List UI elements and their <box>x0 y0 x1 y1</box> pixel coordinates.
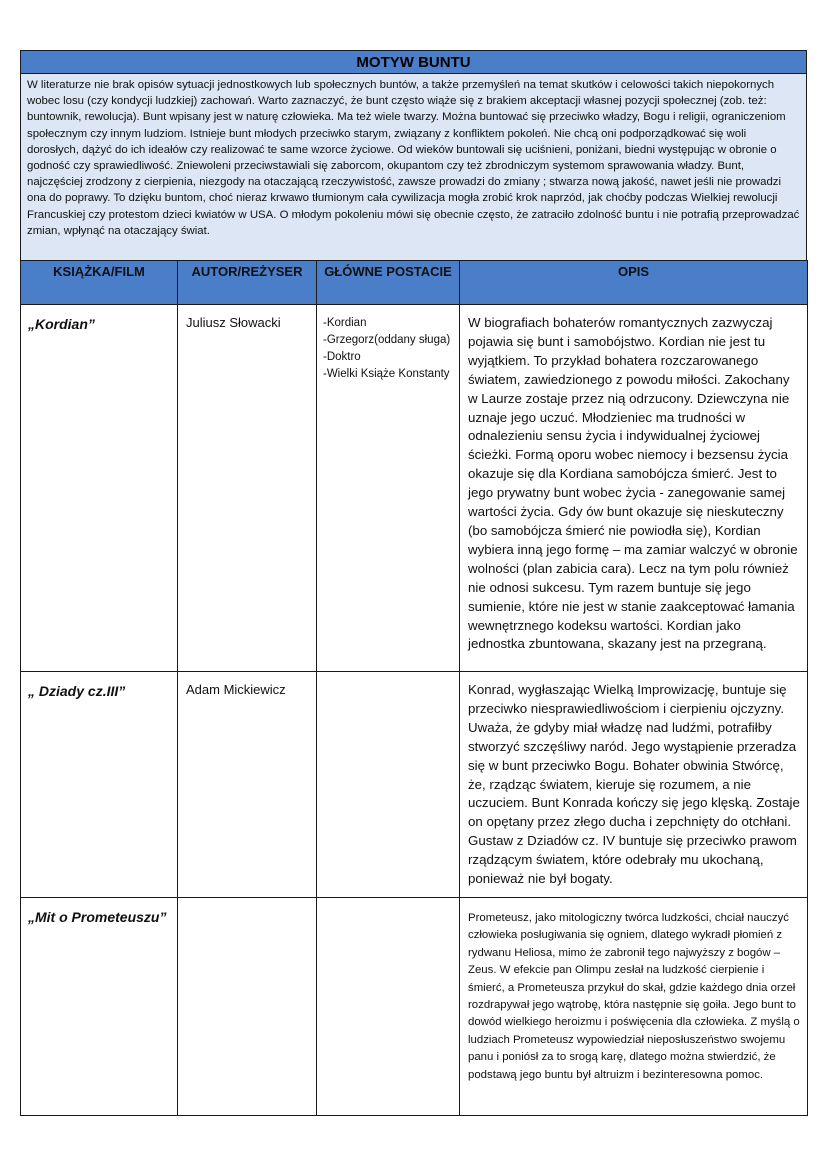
work-description: W biografiach bohaterów romantycznych zazwyczaj pojawia się bunt i samobójstwo. Kordian nie jest tu wyjątkiem. To przykład bohatera rozczarowanego światem, zawiedzionego z powodu miłości. Zakochany w Laurze zostaje przez nią odrzucony. Dziewczyna nie uznaje jego uczuć. Młodzieniec ma trudności w odnalezieniu sensu życia i indywidualnej życiowej ścieżki. Formą oporu wobec niemocy i bezsensu życia okazuje się dla Kordiana samobójcza śmierć. Jest to jego prywatny bunt wobec życia - zanegowanie samej wartości życia. Gdy ów bunt okazuje się nieskuteczny (bo samobójcza śmierć nie powiodła się), Kordian wybiera inną jego formę – ma zamiar walczyć w obronie wolności (plan zabicia cara). Lecz na tym polu również nie odnosi sukcesu. Tym razem buntuje się jego sumienie, które nie jest w stanie zaakceptować łamania wewnętrznego kodeksu wartości. Kordian jako jednostka zbuntowana, skazany jest na przegraną. <box>460 305 808 672</box>
intro-paragraph: W literaturze nie brak opisów sytuacji jednostkowych lub społecznych buntów, a także przemyśleń na temat skutków i celowości takich niepokornych wobec losu (czy kondycji ludzkiej) zachowań. Warto zaznaczyć, że bunt często wiąże się z brakiem akceptacji własnej pozycji społecznej (zob. też: buntownik, rewolucja). Bunt wpisany jest w naturę człowieka. Ma też wiele twarzy. Można buntować się przeciwko władzy, Bogu i religii, ograniczeniom społecznym czy innym ludziom. Istnieje bunt młodych przeciwko starym, związany z konfliktem pokoleń. Nie chcą oni podporządkować się woli dorosłych, dążyć do ich ideałów czy realizować te same wzorce życiowe. Od wieków buntowali się uciśnieni, poniżani, biedni występując w obronie o godność czy sprawiedliwość. Zniewoleni przeciwstawiali się zaborcom, okupantom czy też zbrodniczym systemom sprawowania władzy. Bunt, najczęściej zrodzony z cierpienia, niezgody na otaczającą rzeczywistość, zawsze prowadzi do zmiany ; stwarza nową jakość, nawet jeśli nie prowadzi ona do poprawy. To dzięku buntom, choć nieraz krwawo tłumionym cała cywilizacja mogła zrobić krok naprzód, jak choćby podczas Wielkiej rewolucji Francuskiej czy protestom dzieci kwiatów w USA. O młodym pokoleniu mówi się obecnie często, że zatraciło zdolność buntu i nie potrafią przeprowadzać zmian, wpłynąć na otaczający świat. <box>20 74 807 260</box>
work-description: Konrad, wygłaszając Wielką Improwizację, buntuje się przeciwko niesprawiedliwościom i cierpieniu ojczyzny. Uważa, że gdyby miał władzę nad ludźmi, potrafiłby stworzyć szczęśliwy naród. Jego wystąpienie przeradza się w bunt przeciwko Bogu. Bohater obwinia Stwórcę, że, rządząc światem, kieruje się rozumem, a nie uczuciem. Bunt Konrada kończy się jego klęską. Zostaje on opętany przez złego ducha i zepchnięty do otchłani. Gustaw z Dziadów cz. IV buntuje się przeciwko prawom rządzącym światem, które odebrały mu ukochaną, ponieważ nie był bogaty. <box>460 672 808 898</box>
character-item: -Doktro <box>323 351 361 363</box>
work-characters <box>317 305 460 672</box>
character-item: -Wielki Książe Konstanty <box>323 368 450 380</box>
header-author-director: AUTOR/REŻYSER <box>178 261 317 305</box>
work-title: „Kordian” <box>21 305 178 672</box>
table-row-kordian <box>21 305 808 672</box>
work-characters <box>317 672 460 898</box>
work-author <box>178 898 317 1116</box>
header-book-film: KSIĄŻKA/FILM <box>21 261 178 305</box>
work-title: „Mit o Prometeuszu” <box>21 898 178 1116</box>
header-main-characters: GŁÓWNE POSTACIE <box>317 261 460 305</box>
page-title: MOTYW BUNTU <box>20 50 807 74</box>
work-description: Prometeusz, jako mitologiczny twórca ludzkości, chciał nauczyć człowieka posługiwania się ogniem, dlatego wykradł płomień z rydwanu Heliosa, mimo że zabronił tego najwyższy z bogów – Zeus. W efekcie pan Olimpu zesłał na ludzkość cierpienie i śmierć, a Prometeusza przykuł do skał, gdzie każdego dnia orzeł rozdrapywał jego wątrobę, która następnie się goiła. Jego bunt to dowód wielkiego heroizmu i poświęcenia dla człowieka. Z myślą o ludziach Prometeusz wypowiedział nieposłuszeństwo swojemu panu i poniósł za to srogą karę, dlatego można stwierdzić, że podstawą jego buntu był altruizm i bezinteresowna pomoc. <box>460 898 808 1116</box>
header-description: OPIS <box>460 261 808 305</box>
document-sheet <box>20 50 807 1116</box>
character-item: -Grzegorz(oddany sługa) <box>323 334 451 346</box>
work-author: Juliusz Słowacki <box>178 305 317 672</box>
work-characters <box>317 898 460 1116</box>
table-row-prometeusz <box>21 898 808 1116</box>
table-header-row <box>21 261 808 305</box>
work-author: Adam Mickiewicz <box>178 672 317 898</box>
works-table <box>20 260 808 1116</box>
table-row-dziady <box>21 672 808 898</box>
character-item: -Kordian <box>323 317 367 329</box>
work-title: „ Dziady cz.III” <box>21 672 178 898</box>
